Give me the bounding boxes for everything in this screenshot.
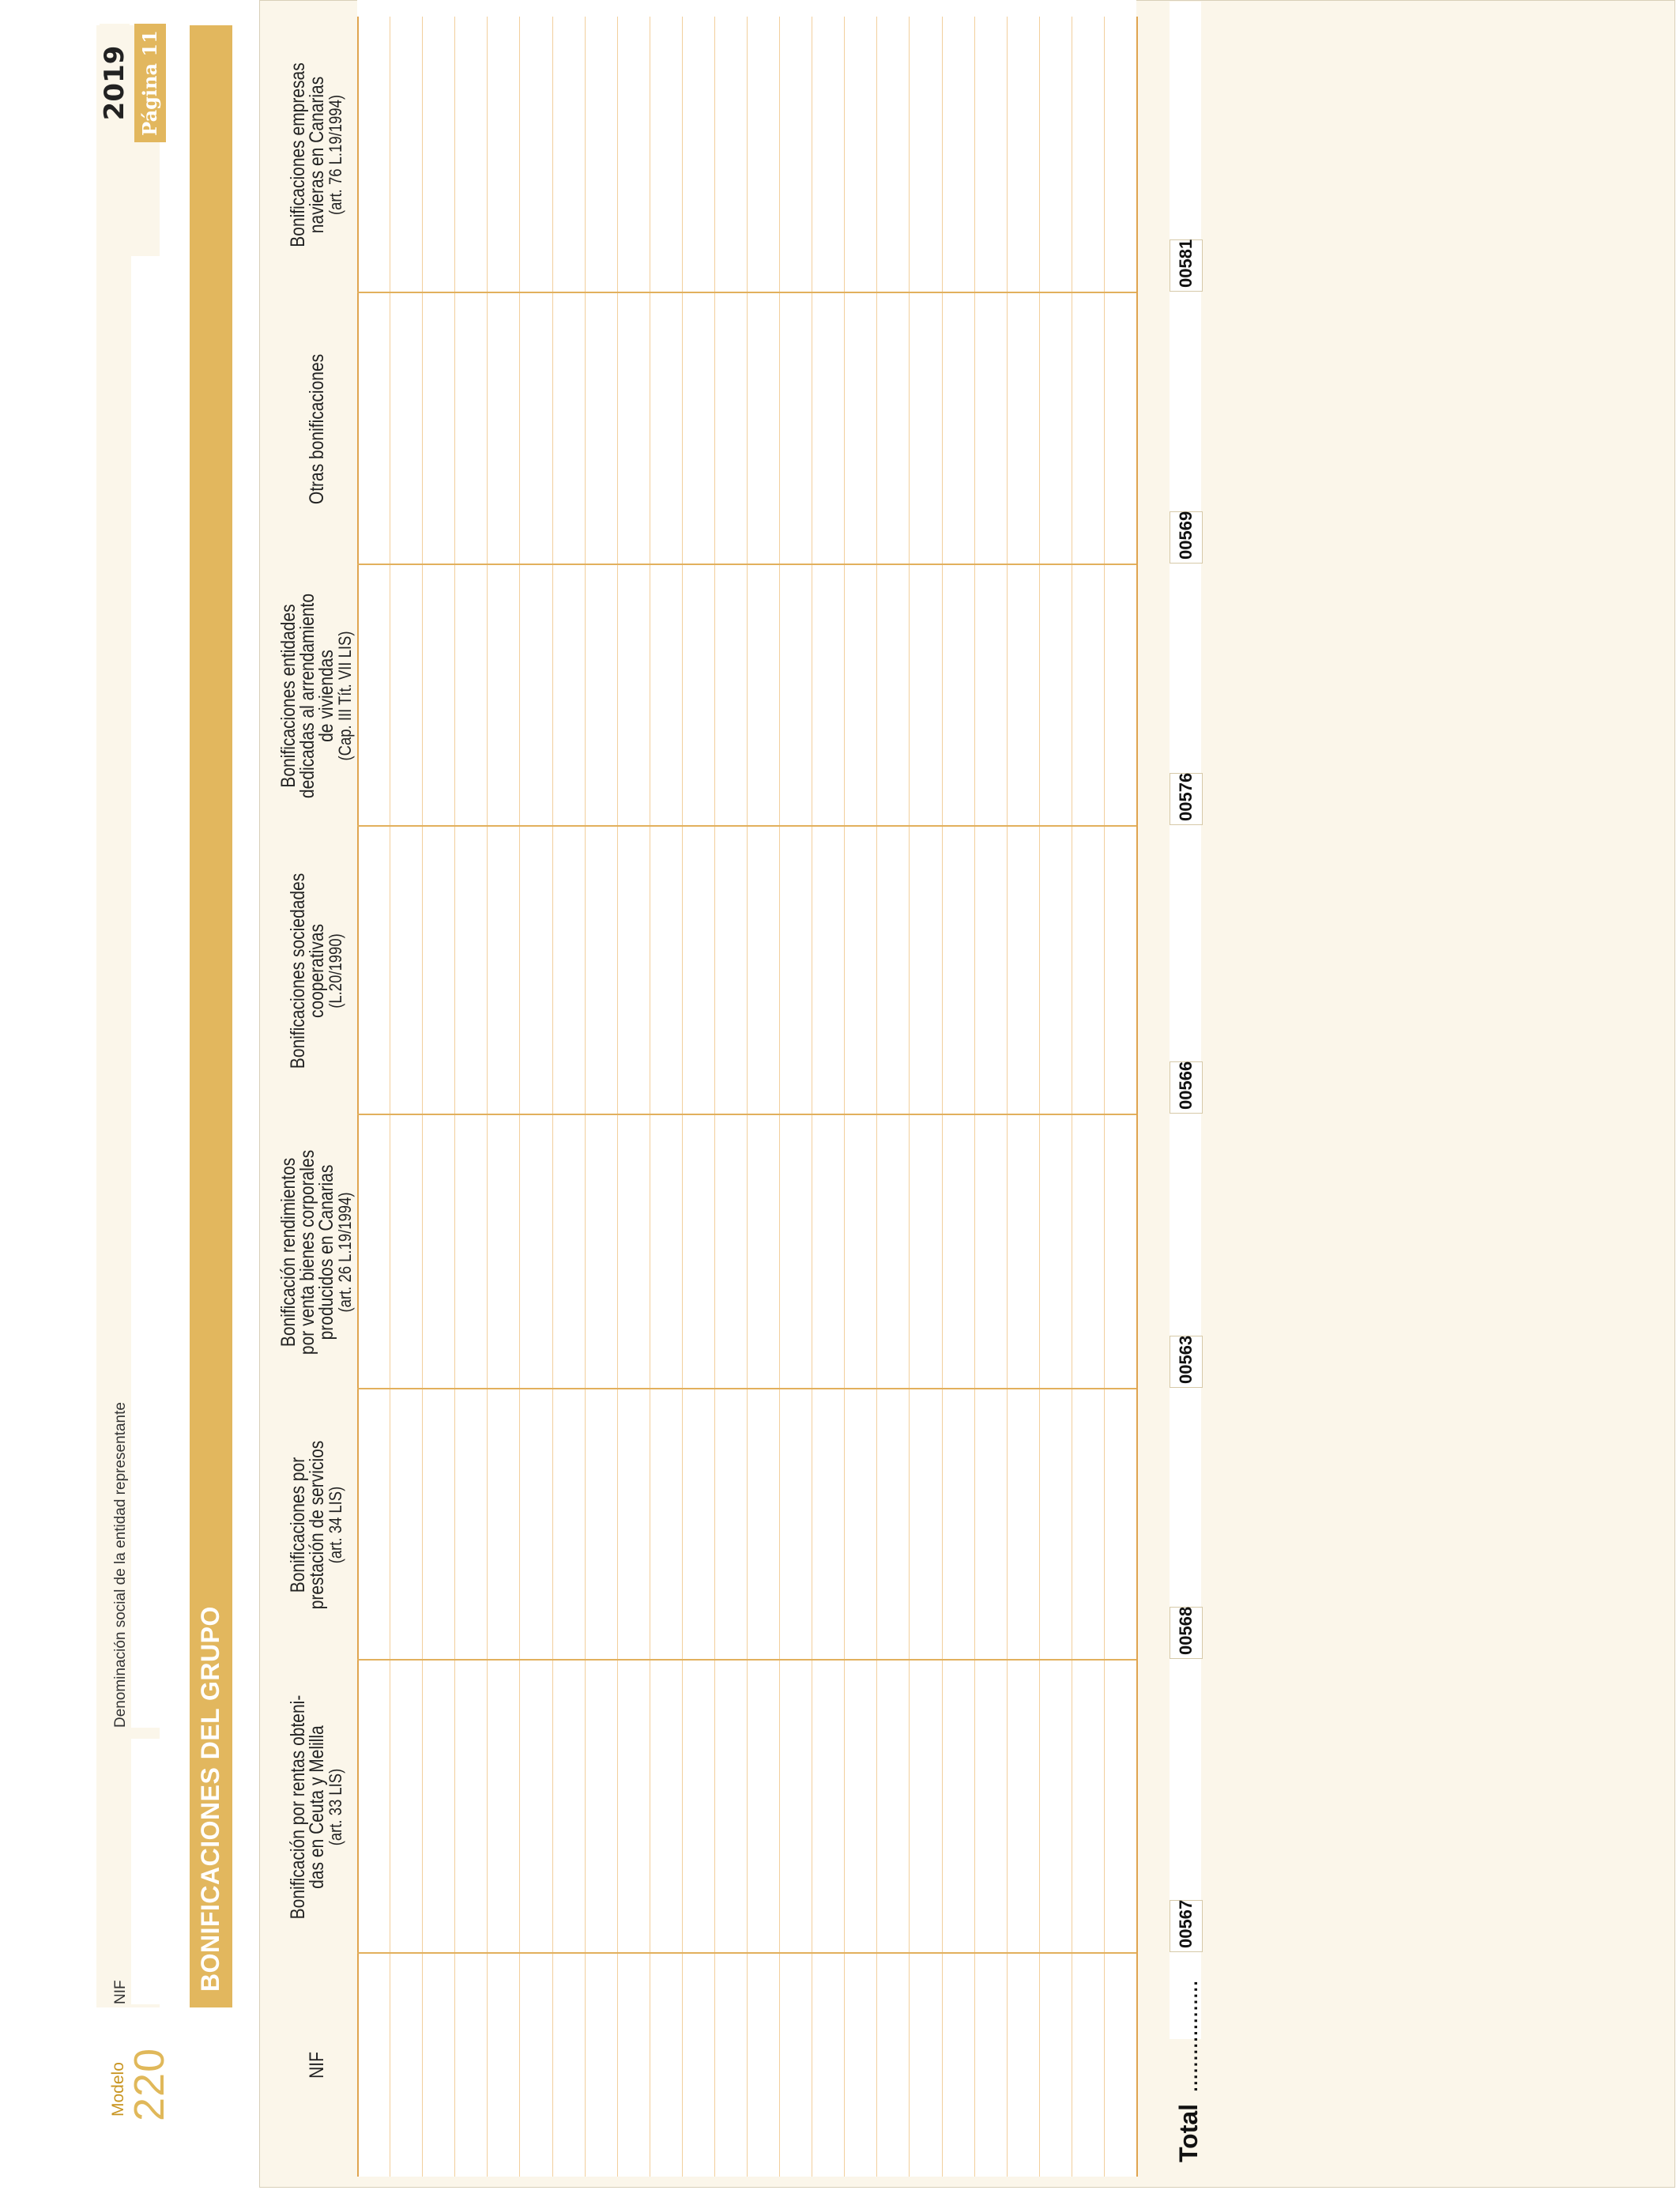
column-header-text [288, 1441, 345, 1610]
row-line [844, 17, 845, 2177]
modelo-number: 220 [126, 2047, 173, 2121]
row-line [942, 17, 943, 2177]
column-divider [357, 292, 1136, 293]
denominacion-field[interactable] [131, 256, 161, 1728]
total-leader-dots: .................. [1174, 1980, 1203, 2093]
column-header-reference: (Cap. III Tít. VII LIS) [335, 631, 355, 761]
column-header-line: navieras en Canarias [306, 76, 328, 234]
total-box-00576[interactable]: 00576 [1170, 773, 1203, 825]
page-badge: Página 11 [134, 24, 166, 142]
column-header-reference: (art. 76 L.19/1994) [326, 94, 345, 216]
row-line [1136, 17, 1138, 2177]
row-line [1007, 17, 1008, 2177]
row-line [617, 17, 618, 2177]
column-header-6 [273, 586, 361, 805]
column-header-line: Bonificaciones sociedades [287, 873, 309, 1069]
column-header-3 [273, 1411, 361, 1638]
nif-label: NIF [112, 1980, 129, 2004]
column-header-line: Bonificaciones por [287, 1457, 309, 1593]
column-header-text [307, 2052, 326, 2079]
total-box-00581[interactable]: 00581 [1170, 239, 1203, 292]
column-header-line: producidos en Canarias [315, 1164, 337, 1340]
column-header-reference: (L.20/1990) [326, 933, 345, 1008]
column-header-line: cooperativas [306, 923, 328, 1019]
row-line [1039, 17, 1040, 2177]
row-line [487, 17, 488, 2177]
column-header-text [288, 62, 345, 247]
row-line [974, 17, 975, 2177]
entry-grid[interactable] [357, 0, 1136, 2177]
column-header-line: Bonificaciones empresas [287, 62, 309, 247]
column-header-line: das en Ceuta y Melilla [306, 1725, 328, 1889]
column-header-reference: (art. 34 LIS) [326, 1486, 345, 1564]
section-title: BONIFICACIONES DEL GRUPO [196, 1606, 224, 1992]
column-header-text [307, 354, 326, 504]
row-line [876, 17, 877, 2177]
row-line [552, 17, 553, 2177]
total-strip [1170, 2, 1201, 2039]
year-badge: 2019 [100, 24, 130, 142]
column-header-line: de viviendas [315, 650, 337, 742]
column-divider [357, 1388, 1136, 1389]
row-line [422, 17, 423, 2177]
total-box-00566[interactable]: 00566 [1170, 1061, 1203, 1114]
column-divider [357, 825, 1136, 827]
column-header-line: Otras bonificaciones [306, 353, 328, 505]
column-header-text [288, 873, 345, 1069]
column-header-4 [273, 1137, 361, 1367]
column-header-1 [273, 1972, 361, 2159]
column-divider [357, 1659, 1136, 1661]
row-line [714, 17, 715, 2177]
column-header-line: NIF [306, 2052, 328, 2079]
column-header-reference: (art. 26 L.19/1994) [335, 1192, 355, 1313]
row-line [585, 17, 586, 2177]
column-header-2 [273, 1684, 361, 1931]
total-box-00568[interactable]: 00568 [1170, 1607, 1203, 1659]
total-box-00567[interactable]: 00567 [1170, 1900, 1203, 1952]
row-line [682, 17, 683, 2177]
nif-field[interactable] [131, 1739, 161, 2004]
row-line [747, 17, 748, 2177]
column-header-8 [273, 39, 361, 271]
column-header-line: prestación de servicios [306, 1440, 328, 1610]
column-header-line: dedicadas al arrendamiento [296, 593, 318, 799]
total-label: Total [1174, 2103, 1203, 2162]
column-header-line: Bonificación por rentas obteni- [287, 1695, 309, 1920]
modelo-label: Modelo [109, 2062, 127, 2117]
column-header-line: Bonificaciones entidades [277, 604, 299, 788]
column-header-reference: (art. 33 LIS) [326, 1768, 345, 1846]
row-line [357, 17, 359, 2177]
total-box-00569[interactable]: 00569 [1170, 511, 1203, 564]
column-divider [357, 1952, 1136, 1954]
row-line [454, 17, 455, 2177]
denominacion-label: Denominación social de la entidad representante [112, 1402, 129, 1728]
column-divider [357, 564, 1136, 565]
row-line [909, 17, 910, 2177]
column-header-text [279, 1150, 355, 1355]
total-box-00563[interactable]: 00563 [1170, 1336, 1203, 1388]
row-line [779, 17, 780, 2177]
column-header-line: por venta bienes corporales [296, 1149, 318, 1355]
row-line [1104, 17, 1105, 2177]
column-header-text [279, 594, 355, 798]
column-header-line: Bonificación rendimientos [277, 1157, 299, 1348]
column-header-7 [273, 315, 361, 544]
column-header-5 [273, 850, 361, 1092]
row-line [519, 17, 520, 2177]
column-divider [357, 1114, 1136, 1115]
column-header-text [288, 1695, 345, 1920]
